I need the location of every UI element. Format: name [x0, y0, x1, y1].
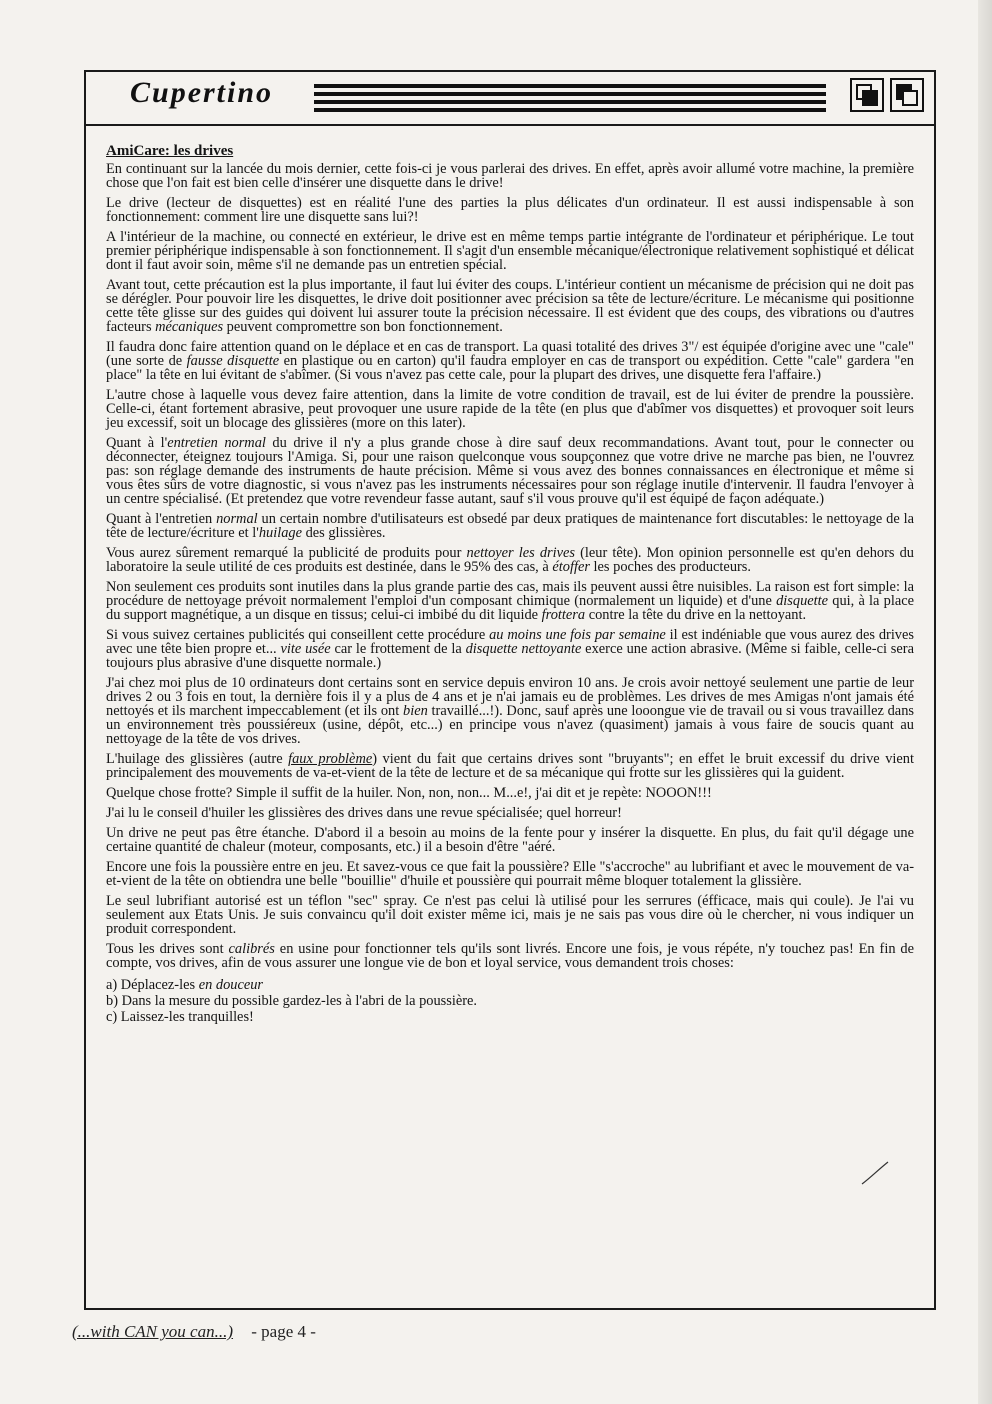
article-paragraph — [106, 676, 914, 746]
body-text: en usine pour fonctionner tels qu'ils sont livrés. Encore une fois, je vous répéte, n'y touchez pas! En fin de compte, vos drives, afin de vous assurer une longue vie de bon et loyal service, vous demandent trois choses: — [106, 941, 915, 971]
article-paragraph — [106, 388, 914, 430]
emphasis-text: normal — [216, 511, 258, 527]
body-text: il est indéniable que vous aurez des drives avec une tête bien propre et... — [106, 627, 914, 657]
body-text: b) Dans la mesure du possible gardez-les à l'abri de la poussière. — [106, 993, 478, 1009]
body-text: peuvent compromettre son bon fonctionnement. — [223, 319, 503, 335]
article-paragraph — [106, 546, 914, 574]
article-paragraph — [106, 826, 914, 854]
body-text: Quelque chose frotte? Simple il suffit de la huiler. Non, non, non... M...e!, j'ai dit et je repète: NOOON!!! — [106, 785, 712, 801]
emphasis-text: huilage — [258, 525, 302, 541]
body-text: L'huilage des glissières (autre — [106, 751, 289, 767]
pen-stroke-mark — [860, 1160, 890, 1186]
article-paragraph — [106, 162, 914, 190]
body-text: travaillé...!). Donc, sauf après une looongue vie de travail ou si vous travaillez dans un environnement très poussiéreux (usine, dépôt, etc...) en principe vous n'avez (quasiment) jamais à vous faire de soucis quant au nettoyage de la tête de vos drives. — [106, 703, 914, 747]
article-paragraph — [106, 230, 914, 272]
body-text: a) Déplacez-les — [106, 977, 199, 993]
article-paragraph — [106, 942, 914, 970]
body-text: Non seulement ces produits sont inutiles dans la plus grande partie des cas, mais ils peuvent aussi être nuisibles. La raison est fort simple: la procédure de nettoyage prévoit normalement l'emploi d'un composant chimique (normalement un liquide) et d'une — [106, 579, 914, 609]
emphasis-text: disquette — [776, 593, 829, 609]
body-text: ) vient du fait que certains drives sont "bruyants"; en effet le bruit excessif du drive vient principalement des mouvements de va-et-vient de la tête de lecture et de sa mécanique qui frotte sur les glissières qui la guident. — [106, 751, 914, 781]
page-frame — [84, 70, 936, 1310]
article-paragraph — [106, 894, 914, 936]
article-paragraph — [106, 580, 914, 622]
body-text: Vous aurez sûrement remarqué la publicité de produits pour — [106, 545, 467, 561]
body-text: Tous les drives sont — [106, 941, 229, 957]
article-body — [106, 162, 914, 970]
masthead-bars — [314, 84, 826, 112]
body-text: Le seul lubrifiant autorisé est un téflon "sec" spray. Ce n'est pas celui là utilisé pour les serrures (éfficace, mais qui coule). Je l'ai vu seulement aux Etats Unis. Je suis convaincu qu'il doit exister même ici, mais je ne sais pas vous dire où le chercher, ni vous indiquer un produit correspondent. — [106, 893, 914, 937]
article-title: AmiCare: les drives — [106, 143, 234, 159]
body-text: du drive il n'y a plus grande chose à dire sauf deux recommandations. Avant tout, pour le connecter ou déconnecter, éteignez toujours l'Amiga. Si, pour une raison quelconque vous soupçonnez que votre drive ne marche pas bien, ne l'ouvrez pas: son réglage demande des instruments de haute précision. Même si vous avez des bonnes connaissances en électronique et même si vous êtes sûrs de votre diagnostic, si vous n'avez pas les instruments nécessaires pour son réglage inutile d'intervenir. Il faudra l'envoyer à un centre spécialisé. (Et pretendez que votre revendeur fasse autant, sauf s'il vous prouve qu'il est équipé de façon adéquate.) — [106, 435, 914, 507]
emphasis-text: étoffer — [552, 559, 590, 575]
body-text: Quant à l'entretien — [106, 511, 217, 527]
page-number: - page 4 - — [251, 1322, 316, 1341]
body-text: en plastique ou en carton) qu'il faudra employer en cas de transport ou expédition. Cette "cale" gardera "en place" la tête en lui évitant de s'abîmer. (Si vous n'avez pas cette cale, pour la plupart des drives, une disquette fera l'affaire.) — [106, 353, 915, 383]
emphasis-text: disquette nettoyante — [465, 641, 582, 657]
masthead — [86, 72, 934, 126]
body-text: Quant à l' — [106, 435, 168, 451]
recommendation-list — [106, 978, 914, 1024]
body-text: Il faudra donc faire attention quand on le déplace et en cas de transport. La quasi totalité des drives 3"/ est équipée d'origine avec une "cale" (une sorte de — [106, 339, 914, 369]
emphasis-text: frottera — [541, 607, 586, 623]
body-text: J'ai chez moi plus de 10 ordinateurs dont certains sont en service depuis environ 10 ans. Je crois avoir nettoyé seulement une partie de leur drives 2 ou 3 fois en tout, la dernière fois il y a plus de 4 ans et je n'ai jamais eu de problèmes. Les drives de mes Amigas n'ont jamais été nettoyés et ils marchent impeccablement (et ils ont — [106, 675, 914, 719]
body-text: qui, à la place du support magnétique, a un disque en tissus; celui-ci imbibé du dit liquide — [106, 593, 914, 623]
article-paragraph — [106, 196, 914, 224]
article-paragraph — [106, 436, 914, 506]
article — [106, 144, 914, 1026]
page-edge — [978, 0, 992, 1404]
emphasis-text: fausse disquette — [186, 353, 280, 369]
emphasis-text: calibrés — [228, 941, 275, 957]
page-footer — [72, 1322, 316, 1342]
body-text: Encore une fois la poussière entre en jeu. Et savez-vous ce que fait la poussière? Elle "s'accroche" au lubrifiant et avec le mouvement de va-et-vient de la tête on obtiendra une belle "bouillie" d'huile et poussière qui pourrait même bloquer totalement la glissière. — [106, 859, 914, 889]
body-text: Avant tout, cette précaution est la plus importante, il faut lui éviter des coups. L'intérieur contient un mécanisme de précision qui ne doit pas se dérégler. Pour pouvoir lire les disquettes, le drive doit positionner avec précision sa tête de lecture/écriture. Le mécanisme qui positionne cette tête glisse sur des guides qui doivent lui assurer toute la précision nécessaire. Il est évident que des coups, des vibrations ou d'autres facteurs — [106, 277, 914, 335]
body-text: des glissières. — [301, 525, 386, 541]
emphasis-text: bien — [403, 703, 428, 719]
body-text: les poches des producteurs. — [589, 559, 752, 575]
list-item — [106, 1010, 914, 1024]
emphasis-text: faux problème — [288, 751, 373, 767]
body-text: L'autre chose à laquelle vous devez faire attention, dans la limite de votre condition de travail, est de lui éviter de prendre la poussière. Celle-ci, étant fortement abrasive, peut provoquer une usure rapide de la tête (en plus que d'abîmer vos disquettes) et provoquer soit leurs jeu excessif, soit un blocage des glissières (more on this later). — [106, 387, 914, 431]
emphasis-text: vite usée — [280, 641, 331, 657]
body-text: un certain nombre d'utilisateurs est obsedé par deux pratiques de maintenance fort discutables: le nettoyage de la tête de lecture/écriture et l' — [106, 511, 914, 541]
emphasis-text: mécaniques — [155, 319, 224, 335]
body-text: J'ai lu le conseil d'huiler les glissières des drives dans une revue spécialisée; quel horreur! — [106, 805, 622, 821]
footer-slogan: (...with CAN you can...) — [72, 1322, 234, 1341]
list-item — [106, 994, 914, 1008]
list-item — [106, 978, 914, 992]
overlapping-squares-icon — [890, 78, 924, 112]
article-paragraph — [106, 512, 914, 540]
emphasis-text: entretien normal — [167, 435, 266, 451]
article-paragraph — [106, 786, 914, 800]
body-text: Si vous suivez certaines publicités qui conseillent cette procédure — [106, 627, 490, 643]
body-text: contre la tête du drive en la nettoyant. — [585, 607, 807, 623]
brand-title: Cupertino — [130, 76, 274, 109]
emphasis-text: nettoyer les drives — [466, 545, 575, 561]
body-text: Le drive (lecteur de disquettes) est en réalité l'une des parties la plus délicates d'un ordinateur. Il est aussi indispensable à son fonctionnement: comment lire une disquette sans lui?! — [106, 195, 914, 225]
body-text: (leur tête). Mon opinion personnelle est qu'en dehors du laboratoire la seule utilité de ces produits est destinée, dans le 95% des cas, à — [106, 545, 914, 575]
body-text: car le frottement de la — [330, 641, 466, 657]
emphasis-text: au moins une fois par semaine — [489, 627, 666, 643]
emphasis-text: en douceur — [198, 977, 264, 993]
overlapping-squares-icon — [850, 78, 884, 112]
article-paragraph — [106, 860, 914, 888]
body-text: exerce une action abrasive. (Même si faible, celle-ci sera toujours plus abrasive d'une disquette normale.) — [106, 641, 914, 671]
article-paragraph — [106, 340, 914, 382]
article-paragraph — [106, 752, 914, 780]
body-text: Un drive ne peut pas être étanche. D'abord il a besoin au moins de la fente pour y insérer la disquette. En plus, du fait qu'il dégage une certaine quantité de chaleur (moteur, composants, etc.) il a besoin d'être "aéré. — [106, 825, 914, 855]
article-paragraph — [106, 628, 914, 670]
article-paragraph — [106, 278, 914, 334]
body-text: En continuant sur la lancée du mois dernier, cette fois-ci je vous parlerai des drives. En effet, après avoir allumé votre machine, la première chose que l'on fait est bien celle d'insérer une disquette dans le drive! — [106, 161, 914, 191]
body-text: c) Laissez-les tranquilles! — [106, 1009, 254, 1025]
article-paragraph — [106, 806, 914, 820]
body-text: A l'intérieur de la machine, ou connecté en extérieur, le drive est en même temps partie intégrante de l'ordinateur et périphérique. Le tout premier périphérique indispensable à son fonctionnement. Il s'agit d'un ensemble mécanique/électronique relativement sophistiqué et délicat dont il faut avoir soin, même s'il ne demande pas un entretien spécial. — [106, 229, 914, 273]
